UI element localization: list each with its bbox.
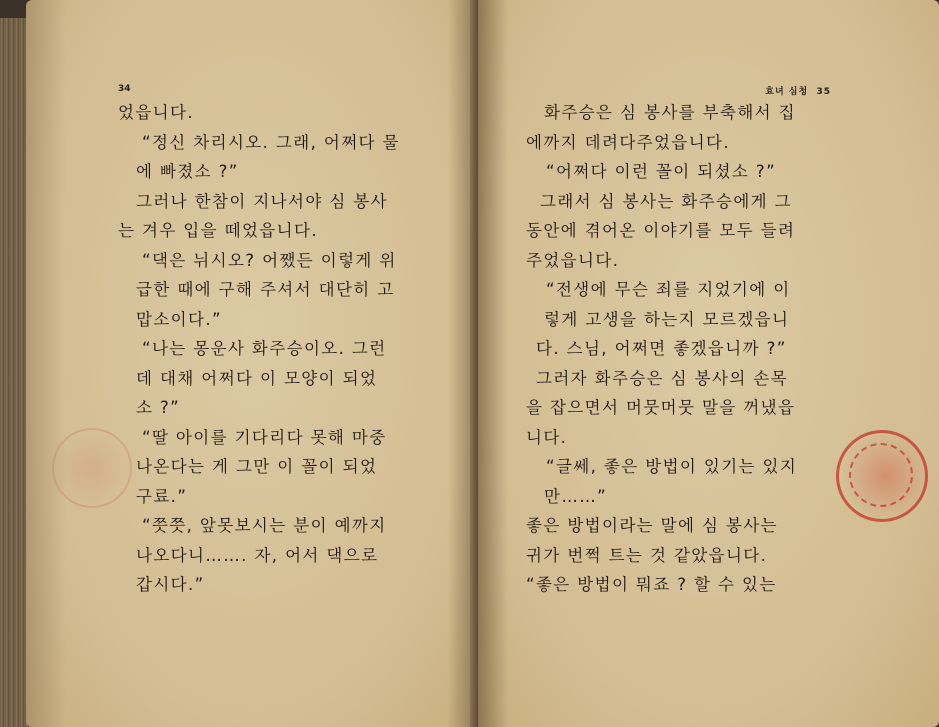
- text-line: 만……”: [544, 486, 608, 506]
- text-line: “정신 차리시오. 그래, 어쩌다 물: [142, 132, 400, 152]
- text-line: 렇게 고생을 하는지 모르겠읍니: [544, 309, 790, 329]
- running-header: [765, 84, 831, 97]
- right-page: [478, 0, 939, 727]
- text-line: 다. 스님, 어쩌면 좋겠읍니까 ?”: [536, 339, 787, 358]
- text-line: 나온다는 게 그만 이 꼴이 되었: [136, 457, 378, 476]
- text-line: 에까지 데려다주었읍니다.: [526, 132, 731, 152]
- text-line: 는 겨우 입을 떼었읍니다.: [118, 221, 318, 240]
- text-line: 그래서 심 봉사는 화주승에게 그: [540, 191, 792, 211]
- text-line: 동안에 겪어온 이야기를 모두 들려: [526, 221, 796, 240]
- text-line: “글쎄, 좋은 방법이 있기는 있지: [546, 457, 798, 476]
- text-line: 갑시다.”: [136, 575, 205, 594]
- right-page-number: 35: [816, 87, 831, 97]
- text-line: “좋은 방법이 뭐죠 ? 할 수 있는: [526, 575, 777, 594]
- text-line: “딸 아이를 기다리다 못해 마중: [142, 427, 387, 447]
- left-page-number: 34: [118, 84, 131, 94]
- text-line: 구료.”: [136, 486, 188, 506]
- text-line: 나오다니……. 자, 어서 댁으로: [136, 545, 379, 565]
- text-line: 주었읍니다.: [526, 250, 620, 270]
- text-line: 맙소이다.”: [136, 309, 222, 329]
- text-line: “전생에 무슨 죄를 지었기에 이: [546, 280, 791, 299]
- text-line: 었읍니다.: [118, 103, 195, 122]
- text-line: 귀가 번쩍 트는 것 같았읍니다.: [526, 545, 768, 565]
- text-line: 을 잡으면서 머뭇머뭇 말을 꺼냈읍: [526, 398, 796, 417]
- text-line: 그러나 한참이 지나서야 심 봉사: [136, 191, 388, 211]
- text-line: 니다.: [526, 427, 568, 447]
- right-page-text: [526, 98, 797, 600]
- text-line: “댁은 뉘시오? 어쨌든 이렇게 위: [142, 250, 397, 270]
- text-line: “어쩌다 이런 꼴이 되셨소 ?”: [546, 162, 777, 181]
- text-line: 좋은 방법이라는 말에 심 봉사는: [526, 516, 778, 535]
- left-page: [26, 0, 478, 727]
- left-page-text: [118, 98, 400, 600]
- text-line: 화주승은 심 봉사를 부축해서 집: [544, 103, 796, 122]
- text-line: 에 빠졌소 ?”: [136, 162, 239, 181]
- text-line: 소 ?”: [136, 398, 181, 417]
- running-header-title: 효녀 심청: [765, 87, 809, 97]
- text-line: “나는 몽운사 화주승이오. 그런: [142, 339, 387, 358]
- text-line: 그러자 화주승은 심 봉사의 손목: [536, 368, 788, 388]
- text-line: “쯧쯧, 앞못보시는 분이 예까지: [142, 516, 387, 535]
- red-seal-stamp: [836, 430, 928, 522]
- text-line: 데 대채 어쩌다 이 모양이 되었: [136, 368, 378, 388]
- text-line: 급한 때에 구해 주셔서 대단히 고: [136, 280, 395, 299]
